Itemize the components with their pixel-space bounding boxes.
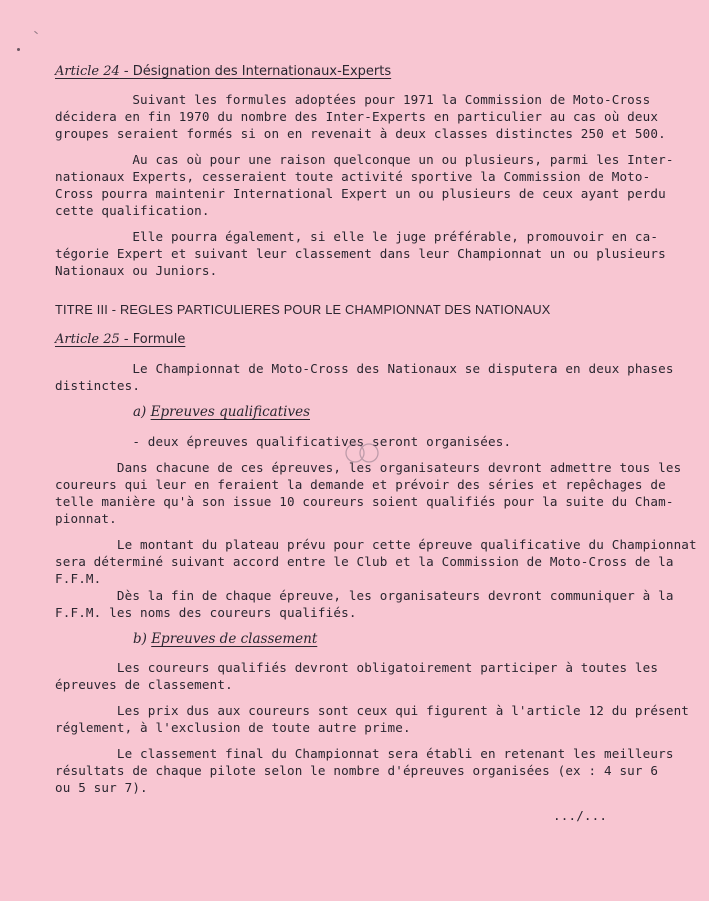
paper-mark	[34, 31, 38, 34]
classement-p1-line: Les coureurs qualifiés devront obligatoirement participer à toutes les	[55, 660, 659, 675]
classement-p3-line: résultats de chaque pilote selon le nombre d'épreuves organisées (ex : 4 sur 6	[55, 763, 659, 778]
article-25-title: - Formule	[119, 332, 186, 347]
article-24-p2-line: Au cas où pour une raison quelconque un ou plusieurs, parmi les Inter-	[55, 152, 674, 167]
subheading-a-title: Epreuves qualificatives	[150, 404, 310, 420]
subheading-b	[133, 631, 317, 648]
classement-p2-line: Les prix dus aux coureurs sont ceux qui figurent à l'article 12 du présent	[55, 703, 690, 718]
article-24-p1-line: groupes seraient formés si on en revenait à deux classes distinctes 250 et 500.	[55, 126, 666, 141]
article-25-p1-line: Le Championnat de Moto-Cross des Nationaux se disputera en deux phases	[55, 361, 674, 376]
subheading-a	[133, 404, 310, 421]
article-24-p2-line: nationaux Experts, cesseraient toute activité sportive la Commission de Moto-	[55, 169, 651, 184]
article-25-label: Article 25	[55, 332, 120, 347]
classement-p2-line: réglement, à l'exclusion de toute autre prime.	[55, 720, 411, 735]
qualif-p2-line: sera déterminé suivant accord entre le Club et la Commission de Moto-Cross de la	[55, 554, 674, 569]
article-24-p2-line: Cross pourra maintenir International Expert un ou plusieurs de ceux ayant perdu	[55, 186, 666, 201]
article-24-title: - Désignation des Internationaux-Experts	[119, 64, 392, 79]
paper-mark	[17, 48, 20, 51]
article-24-p3-line: Nationaux ou Juniors.	[55, 263, 218, 278]
article-24-p2-line: cette qualification.	[55, 203, 210, 218]
qualif-p3-line: F.F.M. les noms des coureurs qualifiés.	[55, 605, 357, 620]
article-24-label: Article 24	[55, 64, 120, 79]
subheading-a-letter: a)	[133, 404, 151, 420]
qualif-p1-line: coureurs qui leur en feraient la demande et prévoir des séries et repêchages de	[55, 477, 666, 492]
article-25-p1-line: distinctes.	[55, 378, 141, 393]
subheading-b-title: Epreuves de classement	[151, 631, 318, 647]
article-24-p1-line: Suivant les formules adoptées pour 1971 la Commission de Moto-Cross	[55, 92, 651, 107]
article-24-p1-line: décidera en fin 1970 du nombre des Inter-Experts en particulier au cas où deux	[55, 109, 659, 124]
article-24-p3-line: tégorie Expert et suivant leur classement dans leur Championnat un ou plusieurs	[55, 246, 666, 261]
continuation-mark: .../...	[553, 808, 608, 823]
article-24-p3-line: Elle pourra également, si elle le juge préférable, promouvoir en ca-	[55, 229, 659, 244]
qualif-p2-line: Le montant du plateau prévu pour cette épreuve qualificative du Championnat	[55, 537, 697, 552]
classement-p3-line: ou 5 sur 7).	[55, 780, 148, 795]
classement-p1-line: épreuves de classement.	[55, 677, 233, 692]
titre-iii-heading: TITRE III - REGLES PARTICULIERES POUR LE CHAMPIONNAT DES NATIONAUX	[55, 302, 551, 317]
qualif-p1-line: Dans chacune de ces épreuves, les organisateurs devront admettre tous les	[55, 460, 682, 475]
qualif-p1-line: telle manière qu'à son issue 10 coureurs soient qualifiés pour la suite du Cham-	[55, 494, 674, 509]
article-24-heading	[55, 63, 391, 80]
qualif-p3-line: Dès la fin de chaque épreuve, les organisateurs devront communiquer à la	[55, 588, 674, 603]
article-25-heading	[55, 331, 185, 348]
qualif-p1-line: pionnat.	[55, 511, 117, 526]
qualif-p2-line: F.F.M.	[55, 571, 102, 586]
classement-p3-line: Le classement final du Championnat sera établi en retenant les meilleurs	[55, 746, 674, 761]
qualif-item: - deux épreuves qualificatives seront organisées.	[55, 434, 512, 449]
subheading-b-letter: b)	[133, 631, 152, 647]
